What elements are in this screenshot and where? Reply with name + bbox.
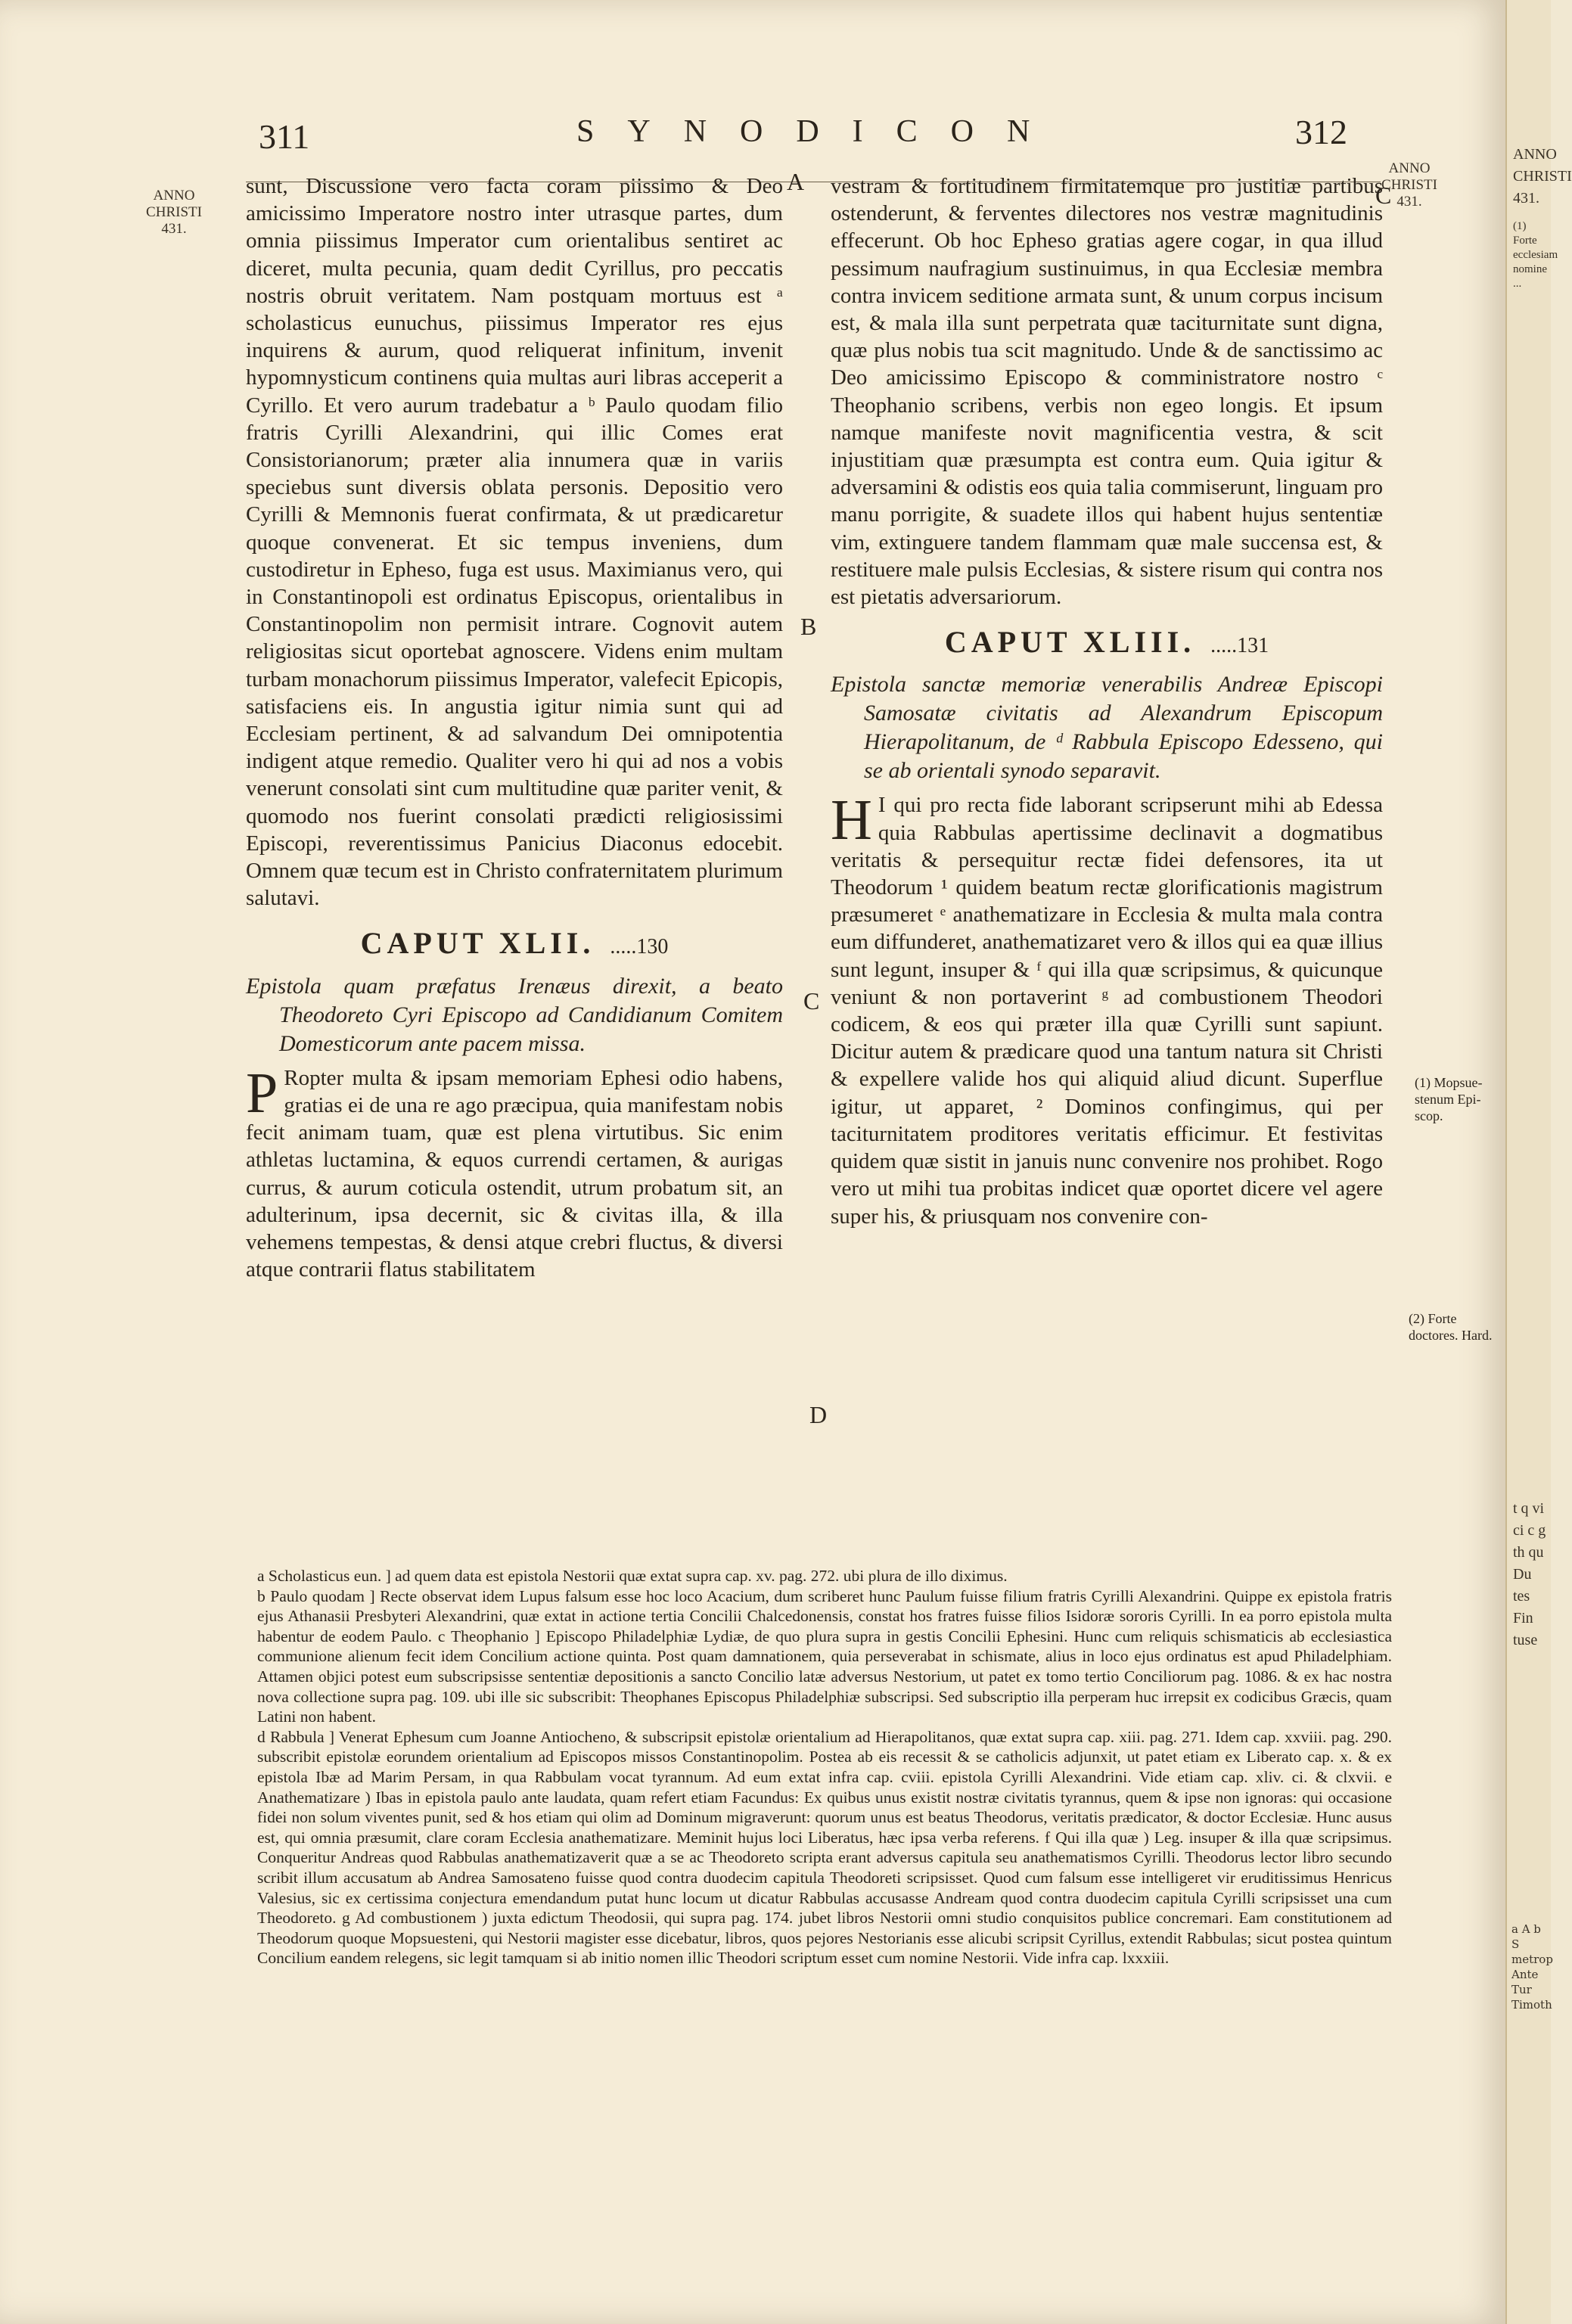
chapter-number: 131 xyxy=(1237,634,1269,658)
margin-anno: ANNO xyxy=(1388,160,1431,176)
sidenote-line: stenum Epi- xyxy=(1415,1092,1481,1107)
drop-capital: H xyxy=(831,788,872,853)
section-letter-c: C xyxy=(803,987,820,1014)
margin-anno: ANNO xyxy=(153,188,195,204)
chapter-label: CAPUT XLII. xyxy=(360,926,595,961)
footnotes xyxy=(257,1566,1392,1968)
adjacent-page-fragments: t q vi ci c g th qu Du tes Fin tuse xyxy=(1513,1500,1546,1648)
page-number-right: 312 xyxy=(1295,113,1347,151)
adjacent-page-header: ANNO CHRISTI 431. xyxy=(1513,146,1572,207)
footnote: a Scholasticus eun. ] ad quem data est epistola Nestorii quæ extat supra cap. xv. pag. 272. ubi plura de illo diximus. xyxy=(257,1567,1008,1585)
footnote: b Paulo quodam ] Recte observat idem Lupus falsum esse hoc loco Acacium, dum scriberet hunc Paulum fuisse filium fratris Cyrilli Alexandrini. Quippe ex epistola fratris ejus Athanasii Presbyteri Alexandrini, quæ extat in actione tertia Concilii Chalcedonensis, constat hos fratres fuisse filios Isidoræ sororis Cyrilli. In ea porro epistola multa habentur de eodem Paulo. c Theophanio ] Episcopo Philadelphiæ Lydiæ, de quo plura supra in gestis Concilii Ephesini. Hunc cum reliquis schismaticis ab ecclesiastica communione alienum fecit idem Concilium actione quinta. Post quam damnationem, quia perseverabat in schismate, alius in loco ejus ordinatus est apud Philadelphiam. Attamen objici potest eum subscripsisse sententiæ depositionis a sancto Concilio latæ adversus Nestorium, ut patet ex tomo tertio Conciliorum pag. 1086. & ex hac nostra nova collectione supra pag. 109. ubi ille sic subscribit: Theophanes Episcopus Philadelphiæ subscripsi. Sed subscriptio illa perperam huc irrepsit ex codicibus Græcis, quam Latini non habent. xyxy=(257,1586,1392,1726)
chapter-heading-xlii: CAPUT XLII. .....130 xyxy=(360,926,669,961)
chapter-title-xliii: Epistola sanctæ memoriæ venerabilis Andreæ Episcopi Samosatæ civitatis ad Alexandrum Episcopum Hierapolitanum, de ᵈ Rabbula Episcopo Edesseno, qui se ab orientali synodo separavit. xyxy=(831,672,1383,784)
chapter-label: CAPUT XLIII. xyxy=(944,625,1196,660)
body-text-right-1: vestram & fortitudinem firmitatemque pro justitiæ partibus ostenderunt, & ferventes dilectores nos vestræ magnitudinis effecerunt. Ob hoc Epheso gratias agere cogar, in qua illud pessimum naufragium sustinuimus, in qua Ecclesiæ membra contra invicem seditione armata sunt, & unum corpus incisum est, & mala illa sunt perpetrata quæ taciturnitate sunt digna, quæ plus nobis tua scit magnitudo. Unde & de sanctissimo ac Deo amicissimo Episcopo & comministratore nostro ᶜ Theophanio scribens, verbis non egeo longis. Et ipsum namque manifeste novit magnificentia vestra, & scit injustitiam quæ præsumpta est contra eum. Quia igitur & adversamini & odistis eos quia talia commiserunt, linguam pro manu porrigite, & suadete illos qui habent hujus sententiæ vim, extinguere tandem flammam quæ male succensa est, & restituere male pulsis Ecclesias, & sistere risum qui contra nos est pietatis adversariorum. xyxy=(831,174,1383,610)
chapter-title-xlii: Epistola quam præfatus Irenæus direxit, a beato Theodoreto Cyri Episcopo ad Candidianum Comitem Domesticorum ante pacem missa. xyxy=(246,973,783,1056)
body-text-left-2 xyxy=(246,1061,783,1284)
margin-christi: CHRISTI xyxy=(1381,177,1437,193)
sidenote-1 xyxy=(1415,1074,1498,1124)
sidenote-2 xyxy=(1409,1310,1499,1344)
margin-christi: CHRISTI xyxy=(146,204,202,220)
column-left xyxy=(246,172,783,1283)
section-letter-a: A xyxy=(787,168,805,195)
sidenote-line: (1) Mopsue- xyxy=(1415,1075,1483,1090)
margin-year: 431. xyxy=(1396,194,1422,210)
adjacent-page-edge xyxy=(1505,0,1572,2324)
sidenote-line: scop. xyxy=(1415,1108,1443,1123)
body-text-right-2-content: I qui pro recta fide laborant scripserunt mihi ab Edessa quia Rabbulas apertissime declinavit a dogmatibus veritatis & persequitur rectæ fidei defensores, ita ut Theodorum ¹ quidem beatum rectæ glorificationis magistrum præsumeret ᵉ anathematizare in Ecclesia & multa mala contra eum diffunderet, anathematizaret vero & illos qui ea quæ illius sunt legunt, insuper & ᶠ qui illa quæ scripsimus, & quicunque veniunt & non portaverint ᵍ ad combustionem Theodori codicem, & eos qui præter illa quæ Cyrilli sunt sapiunt. Dicitur autem & prædicare quod una tantum natura sit Christi & expellere valide hos qui aliquid aliud dicunt. Superflue igitur, ut apparet, ² Dominos confingimus, qui per taciturnitatem proditores veritatis efficimur. Et festivitas quidem quæ sistit in januis nunc convenire nos prohibet. Rogo vero ut mihi tua probitas indicet quæ oportet dicere vel agere super his, & priusquam nos convenire con- xyxy=(831,793,1383,1229)
margin-year: 431. xyxy=(161,221,187,237)
running-title: SYNODICON xyxy=(576,114,1064,149)
adjacent-page-footnotes: a A b S metrop Ante Tur Timoth xyxy=(1511,1922,1553,2012)
chapter-heading-xliii: CAPUT XLIII. .....131 xyxy=(944,625,1269,660)
page-number-left: 311 xyxy=(259,117,310,156)
footnote: d Rabbula ] Venerat Ephesum cum Joanne Antiocheno, & subscripsit epistolæ orientalium ad Hierapolitanos, quæ extat supra cap. xiii. pag. 271. Idem cap. xxviii. pag. 290. subscribit epistolæ eorundem orientalium ad Episcopos missos Constantinopolim. Postea ab eis recessit & se catholicis adjunxit, ut patet etiam ex Liberato cap. x. & ex epistola Ibæ ad Marim Persam, in qua Rabbulam vocat tyrannum. Ad eum extat infra cap. cviii. epistola Cyrilli Alexandrini. Vide etiam cap. xliv. ci. & clxvii. e Anathematizare ) Ibas in epistola paulo ante laudata, quam refert etiam Facundus: Ex quibus unus existit nostræ civitatis tyrannus, quem & ipse non ignoras: qui occasione fidei non solum viventes punit, sed & hos etiam qui olim ad Dominum migraverunt: quorum unus est beatus Theodorus, veritatis prædicator, & doctor Ecclesiæ. Hunc ausus est, qui omnia præsumit, clare coram Ecclesia anathematizare. Meminit hujus loci Liberatus, hæc ipsa verba referens. f Qui illa quæ ) Leg. insuper & illa quæ scripsimus. Conqueritur Andreas quod Rabbulas anathematizaverit quæ a se ac Theodoreto scripta erant adversus capitula seu anathematismos Cyrilli. Theodorus lector libro secundo scribit illum accusatum ab Andrea Samosateno fuisse quod contra duodecim capitula Theodoreti scripsisset. Quod cum falsum esse intelligeret vir eruditissimus Henricus Valesius, sic ex certissima conjectura emendandum putat hunc locum ut dicatur Rabbulas accusasse Andream quod contra duodecim capitula Cyrilli scripsisset una cum Theodoreto. g Ad combustionem ) juxta edictum Theodosii, qui supra pag. 174. jubet libros Nestorii omni studio conquisitos publice concremari. Eam constitutionem ad Theodorum quoque Mopsuesteni, qui Nestorii magister esse dicebatur, libros, quos pejores Nestorianis esse alicubi scripsit Cyrillus, extendit Rabbulas; sicut postea quintum Concilium eandem relegens, sic legit tamquam si ab initio nomen illic Theodori scriptum esset cum nomine Nestorii. Vide infra cap. lxxxiii. xyxy=(257,1727,1392,1968)
adjacent-page-note: (1) Forte ecclesiam nomine ... xyxy=(1513,220,1558,290)
body-text-left-2-content: Ropter multa & ipsam memoriam Ephesi odio habens, gratias ei de una re ago præcipua, quia manifestam nobis fecit animam tuam, quæ est plena virtutibus. Sic enim athletas luctamina, & equos currendi certamen, & aurigas currus, & aurum coticula ostendit, utrum probatum sit, an adulterinum, ipsa decernit, sic & civitas illa, & illa vehemens tempestas, & densi atque crebri fluctus, & diversi atque contrarii flatus stabilitatem xyxy=(246,1065,783,1282)
sidenote-line: (2) Forte xyxy=(1409,1311,1457,1326)
margin-year-left xyxy=(132,188,216,238)
sidenote-line: doctores. Hard. xyxy=(1409,1328,1493,1343)
section-letter-d: D xyxy=(809,1401,828,1428)
section-letter-b: B xyxy=(800,613,817,640)
body-text-right-2 xyxy=(831,788,1383,1229)
chapter-number: 130 xyxy=(636,935,669,959)
column-right xyxy=(831,172,1383,1230)
body-text-left-1: sunt, Discussione vero facta coram piissimo & Deo amicissimo Imperatore nostro inter utrasque partes, dum omnia piissimus Imperator cum orientalibus sentiret ac diceret, multa pecunia, quam dedit Cyrillus, pro peccatis nostris obruit veritatem. Nam postquam mortuus est ᵃ scholasticus eunuchus, piissimus Imperator res ejus inquirens & aurum, quod reliquerat infinitum, invenit hypomnysticum continens quia multas auri libras acceperit a Cyrillo. Et vero aurum tradebatur a ᵇ Paulo quodam filio fratris Cyrilli Alexandrini, qui illic Comes erat Consistorianorum; præter alia innumera quæ in variis speciebus sunt diversis oblata personis. Depositio vero Cyrilli & Memnonis fuerat confirmata, & ut prædicaretur quoque convenerat. Et sic tempus inveniens, dum custodiretur in Epheso, fuga est usus. Maximianus vero, qui in Constantinopoli est ordinatus Episcopus, orientalibus in Constantinopolim non permisit intrare. Cognovit autem religiositas sicut oportebat agnoscere. Videns enim multam turbam monachorum piissimus Imperator, valefecit Epicopis, satisfaciens eis. In angustia igitur nimia sunt qui ad Ecclesiam pertinent, & ad salvandum Dei omnipotentia indigent atque remedio. Qualiter vero hi qui ad nos a vobis venerunt consolati sint cum multitudine quæ pariter venit, & quomodo nos fuerint consolati prædicti religiosissimi Episcopi, reverentissimus Panicius Diaconus edocebit. Omnem quæ tecum est in Christo confraternitatem plurimum salutavi. xyxy=(246,174,783,911)
drop-capital: P xyxy=(246,1061,278,1125)
section-letter-c-top: C xyxy=(1375,182,1392,209)
